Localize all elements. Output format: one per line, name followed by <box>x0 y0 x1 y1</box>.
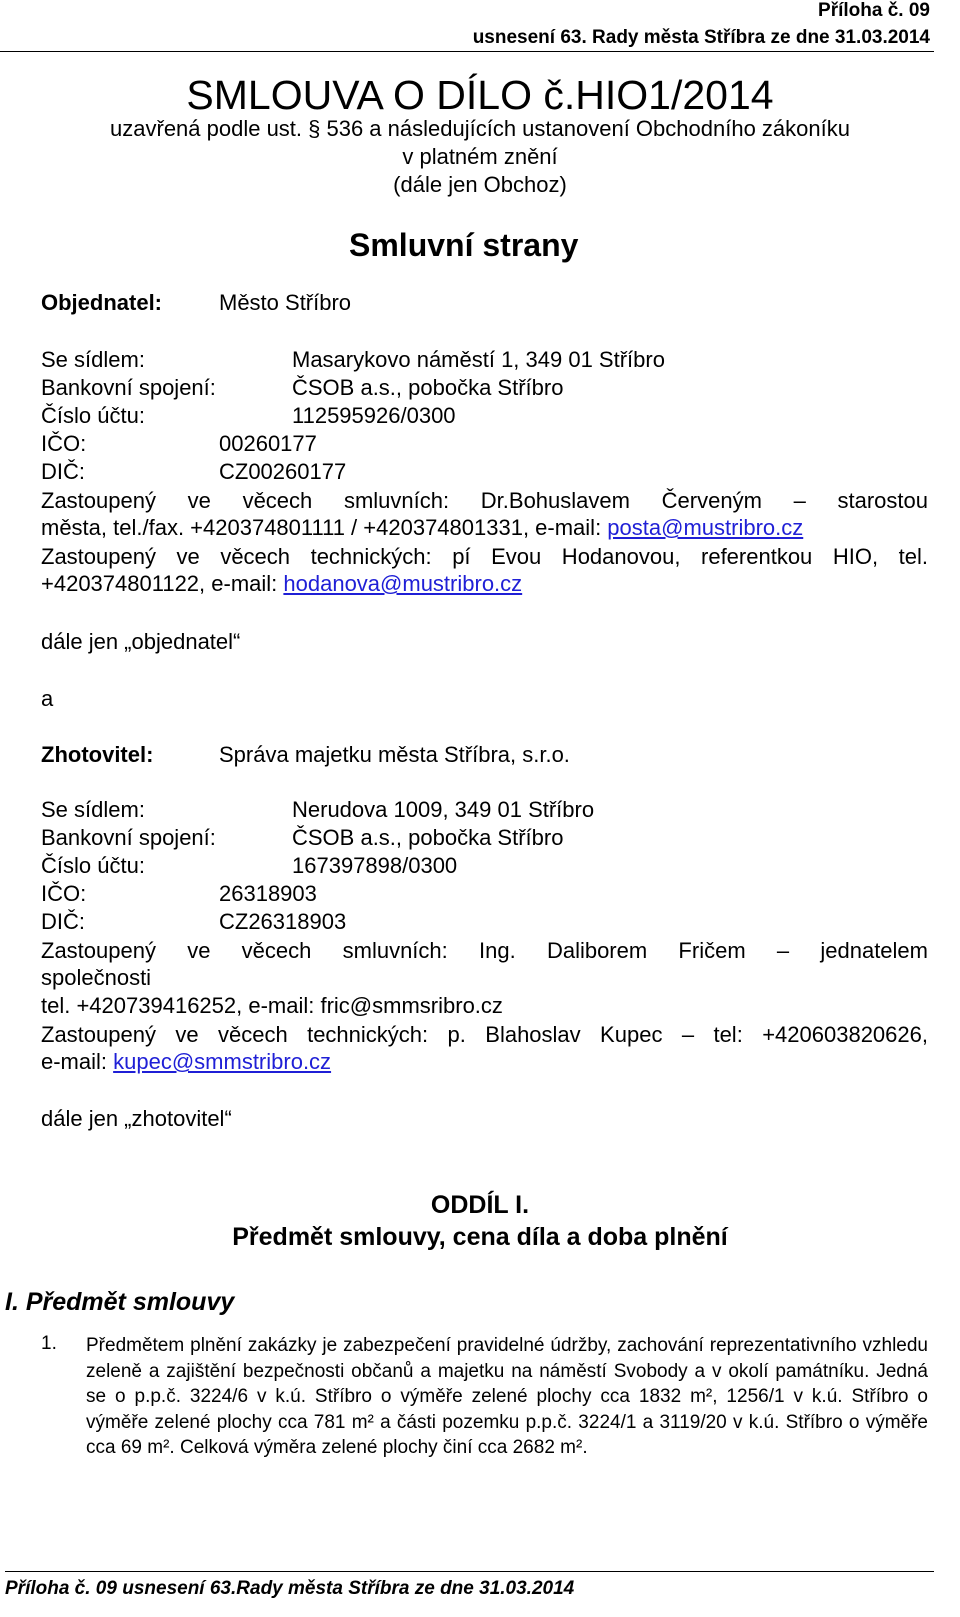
client-bank: ČSOB a.s., pobočka Stříbro <box>292 375 564 400</box>
section-heading: ODDÍL I. <box>430 1191 530 1219</box>
client-seat-label: Se sídlem: <box>41 347 145 372</box>
contractor-ico-label: IČO: <box>41 881 87 906</box>
contractor-ico: 26318903 <box>219 881 317 906</box>
item-text: Předmětem plnění zakázky je zabezpečení pravidelné údržby, zachování reprezentativního vzhledu zeleně a zajištění bezpečnosti občanů a majetku na náměstí Svobody a v okolí památníku. Jedná se o p.p.č. 3224/6 v k.ú. Stříbro o výměře zelené plochy cca 1832 m², 1256/1 v k.ú. Stříbro o výměře zelené plochy cca 781 m² a části pozemku p.p.č. 3224/1 a 3119/20 v k.ú. Stříbro o výměře cca 69 m². Celková výměra zelené plochy činí cca 2682 m². <box>86 1335 928 1458</box>
client-tech-rep-line-2 <box>41 571 522 597</box>
client-tech-rep-text: +420374801122, e-mail: <box>41 571 284 596</box>
conjunction-and: a <box>41 686 54 711</box>
contractor-bank-label: Bankovní spojení: <box>41 825 216 850</box>
subtitle-line-3: (dále jen Obchoz) <box>393 172 567 197</box>
client-bank-label: Bankovní spojení: <box>41 375 216 400</box>
footer-reference: Příloha č. 09 usnesení 63.Rady města Stříbra ze dne 31.03.2014 <box>5 1578 575 1599</box>
client-contract-rep-text: města, tel./fax. +420374801111 / +420374801331, e-mail: <box>41 515 608 540</box>
client-dic-label: DIČ: <box>41 459 85 484</box>
subtitle-line-1: uzavřená podle ust. § 536 a následujících ustanovení Obchodního zákoníku <box>110 116 850 141</box>
parties-heading: Smluvní strany <box>349 227 579 263</box>
client-ico-label: IČO: <box>41 431 87 456</box>
client-ico: 00260177 <box>219 431 317 456</box>
client-contract-rep-line-1: Zastoupený ve věcech smluvních: Dr.Bohuslavem Červeným – starostou <box>41 488 928 513</box>
client-account: 112595926/0300 <box>292 403 456 428</box>
contractor-tech-rep-line-1: Zastoupený ve věcech technických: p. Blahoslav Kupec – tel: +420603820626, <box>41 1022 928 1047</box>
section-subheading: Předmět smlouvy, cena díla a doba plnění <box>232 1223 728 1251</box>
contractor-bank: ČSOB a.s., pobočka Stříbro <box>292 825 564 850</box>
contractor-tech-rep-text: e-mail: <box>41 1049 114 1074</box>
contract-title: SMLOUVA O DÍLO č.HIO1/2014 <box>186 72 774 118</box>
client-hereinafter: dále jen „objednatel“ <box>41 629 241 654</box>
contractor-dic-label: DIČ: <box>41 909 85 934</box>
header-divider <box>0 51 934 52</box>
client-contract-email-link[interactable]: posta@mustribro.cz <box>607 515 804 540</box>
contractor-tech-rep-line-2 <box>41 1049 331 1075</box>
article-heading: I. Předmět smlouvy <box>5 1288 235 1316</box>
appendix-number: Příloha č. 09 <box>818 0 930 21</box>
item-number: 1. <box>41 1333 57 1354</box>
client-account-label: Číslo účtu: <box>41 403 145 428</box>
resolution-reference: usnesení 63. Rady města Stříbra ze dne 31.03.2014 <box>472 27 930 48</box>
contractor-seat: Nerudova 1009, 349 01 Stříbro <box>292 797 595 822</box>
client-name: Město Stříbro <box>219 290 352 315</box>
client-tech-rep-line-1: Zastoupený ve věcech technických: pí Evou Hodanovou, referentkou HIO, tel. <box>41 544 928 569</box>
contractor-hereinafter: dále jen „zhotovitel“ <box>41 1106 232 1131</box>
contractor-seat-label: Se sídlem: <box>41 797 145 822</box>
client-tech-email-link[interactable]: hodanova@mustribro.cz <box>283 571 523 596</box>
client-role-label: Objednatel: <box>41 290 163 315</box>
client-seat: Masarykovo náměstí 1, 349 01 Stříbro <box>292 347 665 372</box>
contractor-contract-rep-line-1: Zastoupený ve věcech smluvních: Ing. Daliborem Fričem – jednatelem <box>41 938 928 963</box>
contractor-account-label: Číslo účtu: <box>41 853 145 878</box>
contractor-tech-email-link[interactable]: kupec@smmstribro.cz <box>113 1049 332 1074</box>
contractor-dic: CZ26318903 <box>219 909 347 934</box>
contractor-account: 167397898/0300 <box>292 853 458 878</box>
contractor-contract-rep-line-2: společnosti <box>41 965 152 990</box>
contractor-name: Správa majetku města Stříbra, s.r.o. <box>219 742 570 767</box>
subtitle-line-2: v platném znění <box>402 144 558 169</box>
client-contract-rep-line-2 <box>41 515 803 541</box>
contractor-role-label: Zhotovitel: <box>41 742 154 767</box>
contractor-contract-rep-line-3: tel. +420739416252, e-mail: fric@smmsribro.cz <box>41 993 503 1018</box>
client-dic: CZ00260177 <box>219 459 347 484</box>
footer-divider <box>5 1571 934 1572</box>
